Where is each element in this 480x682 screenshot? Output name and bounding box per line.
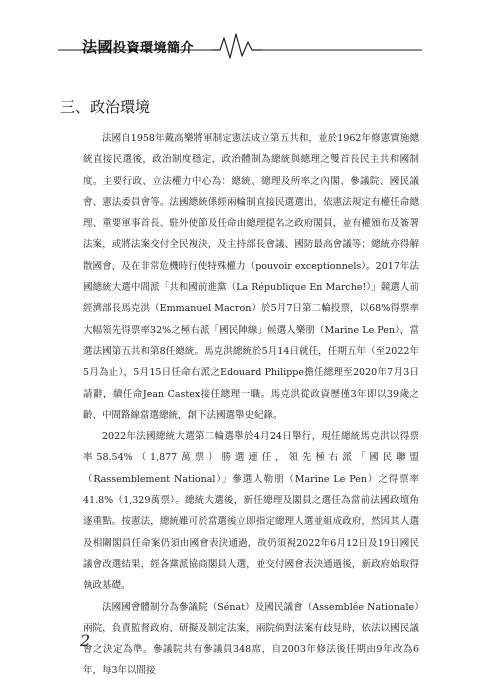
page-number: 2 bbox=[80, 631, 91, 650]
heartbeat-line-decoration bbox=[0, 28, 480, 60]
header-title-main: 法國 bbox=[82, 38, 114, 56]
paragraph: 法國國會體制分為參議院（Sénat）及國民議會（Assemblée Nationale）兩院，負責監督政府、研擬及制定法案，兩院倘對法案有歧見時，依法以國民議會之決定為準。參議院共有參議員348席，自2003年修法後任期由9年改為6年，每3年以間接 bbox=[83, 601, 419, 677]
header-title-sub: 投資環境簡介 bbox=[113, 41, 195, 56]
paragraph: 法國自1958年戴高樂將軍制定憲法成立第五共和，並於1962年修憲實施總統直接民選後，政治制度穩定，政治體制為總統與總理之雙首長民主共和國制度。主要行政、立法權力中心為：總統、總理及所率之內閣、參議院、國民議會、憲法委員會等。法國總統係經兩輪制直接民選選出，依憲法規定有權任命總理、重要軍事首長、駐外使節及任命由總理提名之政府閣員，並有權頒布及簽署法案，或將法案交付全民複決，及主持部長會議、國防最高會議等；總統亦得解散國會，及在非常危機時行使特殊權力（pouvoir exceptionnels）。2017年法國總統大選中間派「共和國前進黨（La République En Marche!）」競選人前經濟部長馬克洪（Emmanuel Macron）於5月7日第二輪投票，以68%得票率大幅領先得票率32%之極右派「國民陣線」候選人樂朋（Marine Le Pen），當選法國第五共和第8任總統。馬克洪總統於5月14日就任，任期五年（至2022年5月為止），5月15日任命右派之Edouard Philippe擔任總理至2020年7月3日請辭，續任命Jean Castex接任總理一職。馬克洪從政資歷僅3年即以39歲之齡、中間路線當選總統，創下法國選舉史紀錄。 bbox=[83, 133, 419, 421]
section-heading: 三、政治環境 bbox=[60, 98, 151, 116]
running-header bbox=[0, 28, 480, 60]
paragraph: 2022年法國總統大選第二輪選舉於4月24日舉行，現任總統馬克洪以得票率58.54%（1,877萬票）勝選連任，領先極右派「國民聯盟（Rassemblement National）」參選人勒朋（Marine Le Pen）之得票率41.8%（1,329萬票）。總統大選後，新任總理及閣員之選任為當前法國政壇角逐重點。按憲法，總統雖可於當選後立即指定總理人選並組成政府，然因其人選及相關閣員任命案仍須由國會表決通過，故仍須視2022年6月12日及19日國民議會改選結果，經各黨派協商閣員人選，並交付國會表決通過後，新政府始取得執政基礎。 bbox=[83, 431, 419, 592]
header-title bbox=[82, 36, 194, 57]
body-text bbox=[83, 128, 419, 682]
